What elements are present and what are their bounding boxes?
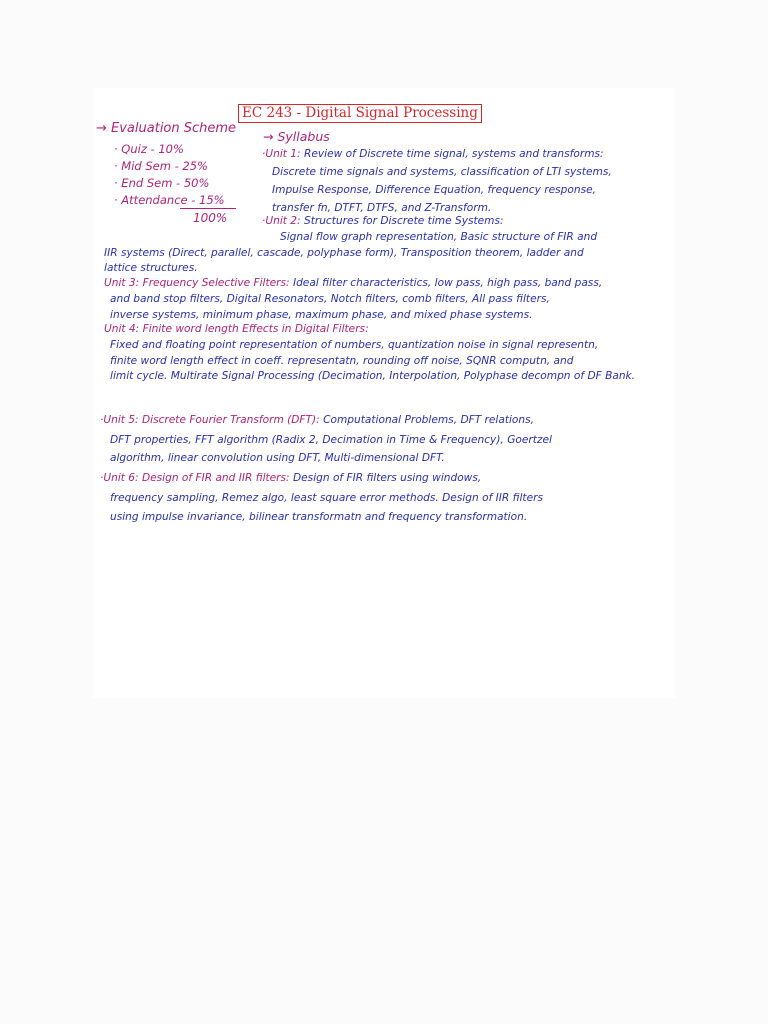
unit-2-line-4: lattice structures. xyxy=(104,262,198,274)
unit-4-line-1: Fixed and floating point representation of numbers, quantization noise in signal representn, xyxy=(110,339,599,351)
unit-4-label: Unit 4: Finite word length Effects in Digital Filters: xyxy=(104,323,369,335)
evaluation-total: 100% xyxy=(193,211,228,225)
total-underline xyxy=(180,208,236,209)
evaluation-item-endsem: · End Sem - 50% xyxy=(114,176,210,190)
unit-2-line-2: Signal flow graph representation, Basic structure of FIR and xyxy=(280,231,598,243)
course-title: EC 243 - Digital Signal Processing xyxy=(238,104,482,123)
unit-4-line-2: finite word length effect in coeff. representatn, rounding off noise, SQNR computn, and xyxy=(110,355,574,367)
syllabus-heading: → Syllabus xyxy=(263,129,330,144)
unit-3-line-2: and band stop filters, Digital Resonators, Notch filters, comb filters, All pass filters, xyxy=(110,293,550,305)
unit-3-label: Unit 3: Frequency Selective Filters: xyxy=(104,277,293,289)
evaluation-item-quiz: · Quiz - 10% xyxy=(114,142,184,156)
evaluation-item-attendance: · Attendance - 15% xyxy=(114,193,225,207)
unit-6-label: ·Unit 6: Design of FIR and IIR filters: xyxy=(100,472,293,484)
unit-1-line-3: Impulse Response, Difference Equation, frequency response, xyxy=(272,184,596,196)
unit-1-line-4: transfer fn, DTFT, DTFS, and Z-Transform. xyxy=(272,202,492,214)
evaluation-scheme-heading: → Evaluation Scheme xyxy=(96,121,237,136)
unit-5-line-2: DFT properties, FFT algorithm (Radix 2, Decimation in Time & Frequency), Goertzel xyxy=(110,434,552,446)
unit-2-label: ·Unit 2: xyxy=(262,215,304,227)
unit-6-line-1: ·Unit 6: Design of FIR and IIR filters: Design of FIR filters using windows, xyxy=(100,472,482,484)
unit-4-line-3: limit cycle. Multirate Signal Processing (Decimation, Interpolation, Polyphase decompn of DF Bank. xyxy=(110,370,636,382)
unit-1-line-1: ·Unit 1: Review of Discrete time signal, systems and transforms: xyxy=(262,148,604,160)
unit-1-label: ·Unit 1: xyxy=(262,148,304,160)
unit-5-label: ·Unit 5: Discrete Fourier Transform (DFT): xyxy=(100,414,324,426)
unit-2-line-3: IIR systems (Direct, parallel, cascade, polyphase form), Transposition theorem, ladder and xyxy=(104,247,584,259)
unit-3-line-1: Unit 3: Frequency Selective Filters: Ideal filter characteristics, low pass, high pass, band pass, xyxy=(104,277,603,289)
unit-3-line-3: inverse systems, minimum phase, maximum phase, and mixed phase systems. xyxy=(110,309,533,321)
unit-6-line-2: frequency sampling, Remez algo, least square error methods. Design of IIR filters xyxy=(110,492,543,504)
unit-5-line-3: algorithm, linear convolution using DFT, Multi-dimensional DFT. xyxy=(110,452,445,464)
unit-1-line-2: Discrete time signals and systems, classification of LTI systems, xyxy=(272,166,612,178)
unit-2-line-1: ·Unit 2: Structures for Discrete time Systems: xyxy=(262,215,504,227)
unit-5-line-1: ·Unit 5: Discrete Fourier Transform (DFT): Computational Problems, DFT relations, xyxy=(100,414,535,426)
unit-6-line-3: using impulse invariance, bilinear transformatn and frequency transformation. xyxy=(110,511,528,523)
evaluation-item-midsem: · Mid Sem - 25% xyxy=(114,159,208,173)
